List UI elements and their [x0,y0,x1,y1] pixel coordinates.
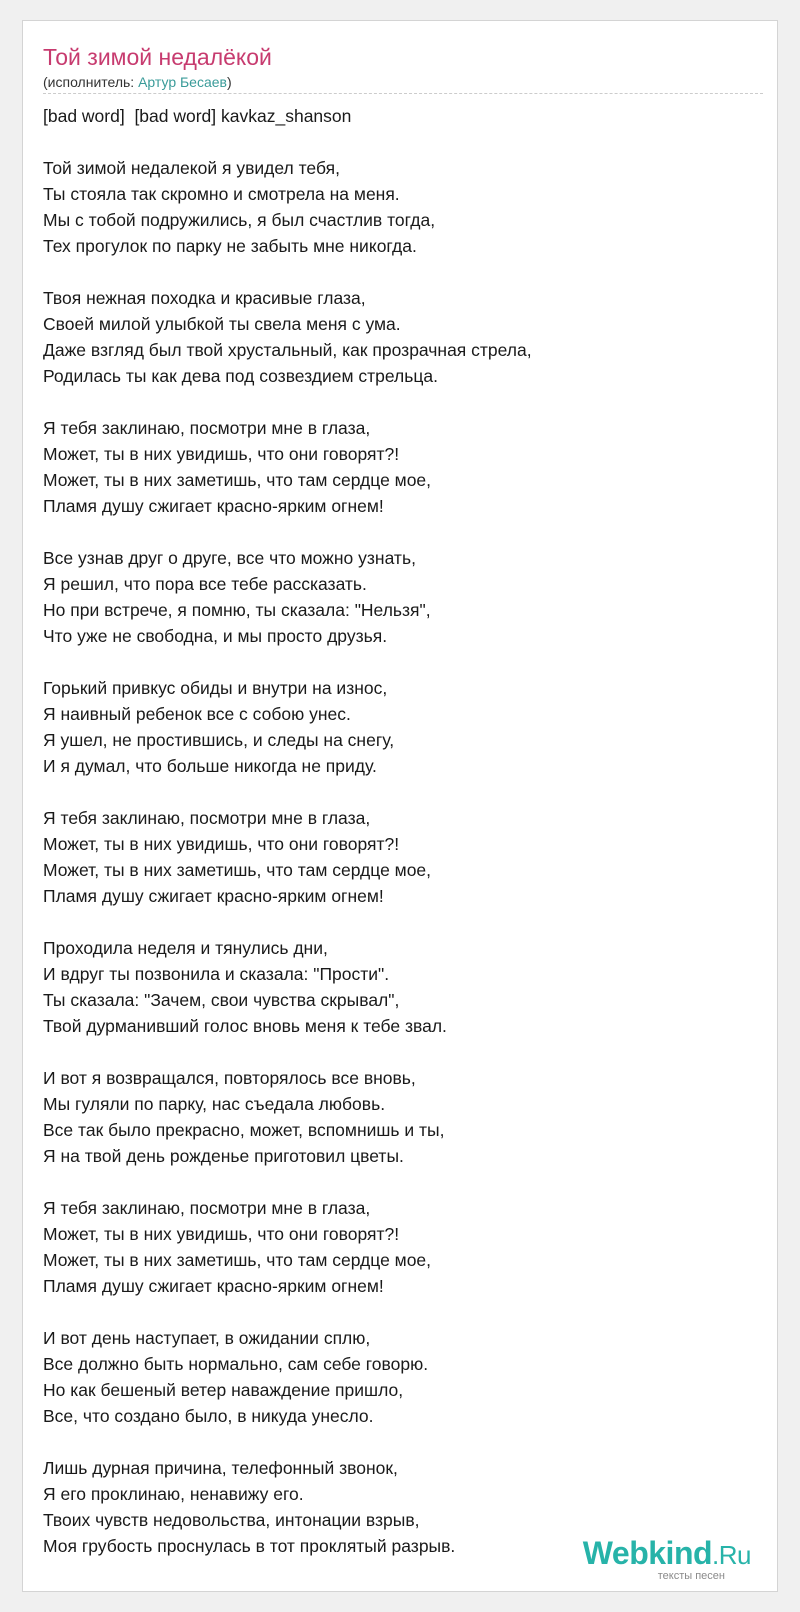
stanza [43,155,743,259]
lyric-line: Я тебя заклинаю, посмотри мне в глаза, [43,418,371,438]
lyric-line: Я тебя заклинаю, посмотри мне в глаза, [43,808,371,828]
stanza [43,415,743,519]
lyric-line: Ты стояла так скромно и смотрела на меня. [43,184,400,204]
lyric-line: Родилась ты как дева под созвездием стрельца. [43,366,438,386]
logo-tagline: тексты песен [657,1570,725,1582]
lyrics-stanzas [43,155,743,1559]
lyric-line: Пламя душу сжигает красно-ярким огнем! [43,496,384,516]
lyric-line: И вдруг ты позвонила и сказала: "Прости". [43,964,390,984]
lyric-line: Я тебя заклинаю, посмотри мне в глаза, [43,1198,371,1218]
stanza [43,1065,743,1169]
lyric-line: Тех прогулок по парку не забыть мне никогда. [43,236,417,256]
lyric-line: Все узнав друг о друге, все что можно узнать, [43,548,416,568]
lyric-line: И вот день наступает, в ожидании сплю, [43,1328,371,1348]
lyric-line: Но как бешеный ветер наваждение пришло, [43,1380,404,1400]
lyric-line: Пламя душу сжигает красно-ярким огнем! [43,1276,384,1296]
lyric-line: Даже взгляд был твой хрустальный, как прозрачная стрела, [43,340,532,360]
lyrics-header: [bad word] [bad word] kavkaz_shanson [43,106,352,126]
lyric-line: Твоих чувств недовольства, интонации взрыв, [43,1510,420,1530]
lyric-line: Пламя душу сжигает красно-ярким огнем! [43,886,384,906]
stanza [43,545,743,649]
artist-prefix: (исполнитель: [43,74,139,90]
logo-domain: .Ru [712,1540,751,1570]
lyric-line: Мы гуляли по парку, нас съедала любовь. [43,1094,386,1114]
webkind-logo[interactable] [551,1536,751,1582]
lyric-line: Моя грубость проснулась в тот проклятый разрыв. [43,1536,456,1556]
logo-brand: Webkind [582,1535,713,1571]
lyric-line: Но при встрече, я помню, ты сказала: "Нельзя", [43,600,431,620]
lyric-line: Может, ты в них заметишь, что там сердце мое, [43,1250,432,1270]
stanza [43,675,743,779]
lyric-line: Твой дурманивший голос вновь меня к тебе звал. [43,1016,447,1036]
lyric-line: Что уже не свободна, и мы просто друзья. [43,626,388,646]
stanza [43,1325,743,1429]
lyric-line: Может, ты в них увидишь, что они говорят?! [43,1224,400,1244]
lyric-line: Может, ты в них увидишь, что они говорят?! [43,834,400,854]
artist-suffix: ) [226,74,232,90]
lyric-line: Может, ты в них заметишь, что там сердце мое, [43,860,432,880]
stanza [43,1195,743,1299]
lyric-line: Все, что создано было, в никуда унесло. [43,1406,374,1426]
lyric-line: Все так было прекрасно, может, вспомнишь и ты, [43,1120,445,1140]
lyric-line: Той зимой недалекой я увидел тебя, [43,158,340,178]
lyrics-card [22,20,778,1592]
lyric-line: И я думал, что больше никогда не приду. [43,756,377,776]
lyric-line: Проходила неделя и тянулись дни, [43,938,328,958]
lyric-line: Мы с тобой подружились, я был счастлив тогда, [43,210,436,230]
stanza [43,285,743,389]
title-divider [43,93,763,94]
lyric-line: Я на твой день рожденье приготовил цветы. [43,1146,404,1166]
lyric-line: Я наивный ребенок все с собою унес. [43,704,351,724]
lyric-line: Я решил, что пора все тебе рассказать. [43,574,367,594]
logo-wordmark [551,1536,751,1572]
lyric-line: Ты сказала: "Зачем, свои чувства скрывал", [43,990,400,1010]
lyric-line: Я ушел, не простившись, и следы на снегу, [43,730,395,750]
song-title: Той зимой недалёкой [43,44,272,70]
stanza [43,935,743,1039]
stanza [43,805,743,909]
artist-link[interactable]: Артур Бесаев [138,74,227,90]
lyrics-body [43,103,743,1559]
lyric-line: Лишь дурная причина, телефонный звонок, [43,1458,398,1478]
lyric-line: Горький привкус обиды и внутри на износ, [43,678,388,698]
artist-line [43,73,232,91]
lyric-line: Твоя нежная походка и красивые глаза, [43,288,366,308]
lyric-line: Может, ты в них заметишь, что там сердце мое, [43,470,432,490]
lyric-line: Я его проклинаю, ненавижу его. [43,1484,304,1504]
lyric-line: Может, ты в них увидишь, что они говорят?! [43,444,400,464]
lyric-line: И вот я возвращался, повторялось все вновь, [43,1068,416,1088]
lyric-line: Своей милой улыбкой ты свела меня с ума. [43,314,401,334]
lyric-line: Все должно быть нормально, сам себе говорю. [43,1354,429,1374]
